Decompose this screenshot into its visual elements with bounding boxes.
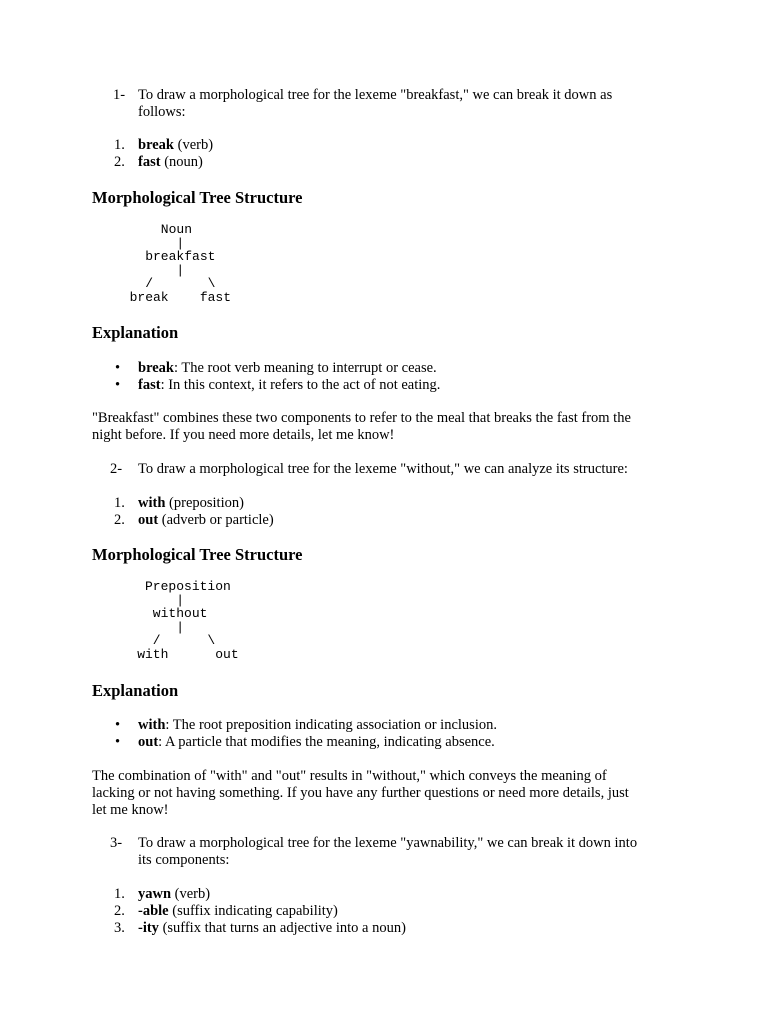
summary-paragraph-cont: let me know! [92,802,169,818]
bullet-item: out: A particle that modifies the meaning, indicating absence. [138,734,495,750]
morphological-tree: Noun | breakfast | / \ break fast [129,222,232,305]
list-number: 3. [114,920,125,936]
tree-heading: Morphological Tree Structure [92,188,303,207]
list-number: 1. [114,137,125,153]
list-number: 1. [114,886,125,902]
section-intro: To draw a morphological tree for the lexeme "breakfast," we can break it down as [138,87,613,103]
section-intro: To draw a morphological tree for the lexeme "yawnability," we can break it down into [138,835,638,851]
bullet-icon: • [115,360,121,376]
list-number: 2. [114,903,125,919]
summary-paragraph-cont: lacking or not having something. If you have any further questions or need more details, just [92,785,629,801]
summary-paragraph: "Breakfast" combines these two components to refer to the meal that breaks the fast from the [92,410,631,426]
explanation-heading: Explanation [92,323,179,342]
bullet-item: break: The root verb meaning to interrupt or cease. [138,360,437,376]
bullet-icon: • [115,717,121,733]
section-number: 2- [110,461,123,477]
morphological-tree: Preposition | without | / \ with out [137,579,239,662]
list-item: -ity (suffix that turns an adjective into a noun) [138,920,406,936]
section-number: 3- [110,835,123,851]
list-item: -able (suffix indicating capability) [138,903,338,919]
list-item: with (preposition) [138,495,244,511]
list-item: break (verb) [138,137,214,153]
tree-heading: Morphological Tree Structure [92,545,303,564]
bullet-item: with: The root preposition indicating association or inclusion. [138,717,497,733]
section-intro-cont: its components: [138,852,230,868]
list-number: 2. [114,512,125,528]
list-number: 1. [114,495,125,511]
summary-paragraph-cont: night before. If you need more details, let me know! [92,427,395,443]
summary-paragraph: The combination of "with" and "out" results in "without," which conveys the meaning of [92,768,607,784]
section-number: 1- [113,87,126,103]
list-item: fast (noun) [138,154,203,170]
list-item: out (adverb or particle) [138,512,274,528]
list-item: yawn (verb) [138,886,211,902]
bullet-icon: • [115,734,121,750]
section-intro: To draw a morphological tree for the lexeme "without," we can analyze its structure: [138,461,628,477]
bullet-item: fast: In this context, it refers to the act of not eating. [138,377,441,393]
explanation-heading: Explanation [92,681,179,700]
list-number: 2. [114,154,125,170]
section-intro-cont: follows: [138,104,186,120]
bullet-icon: • [115,377,121,393]
